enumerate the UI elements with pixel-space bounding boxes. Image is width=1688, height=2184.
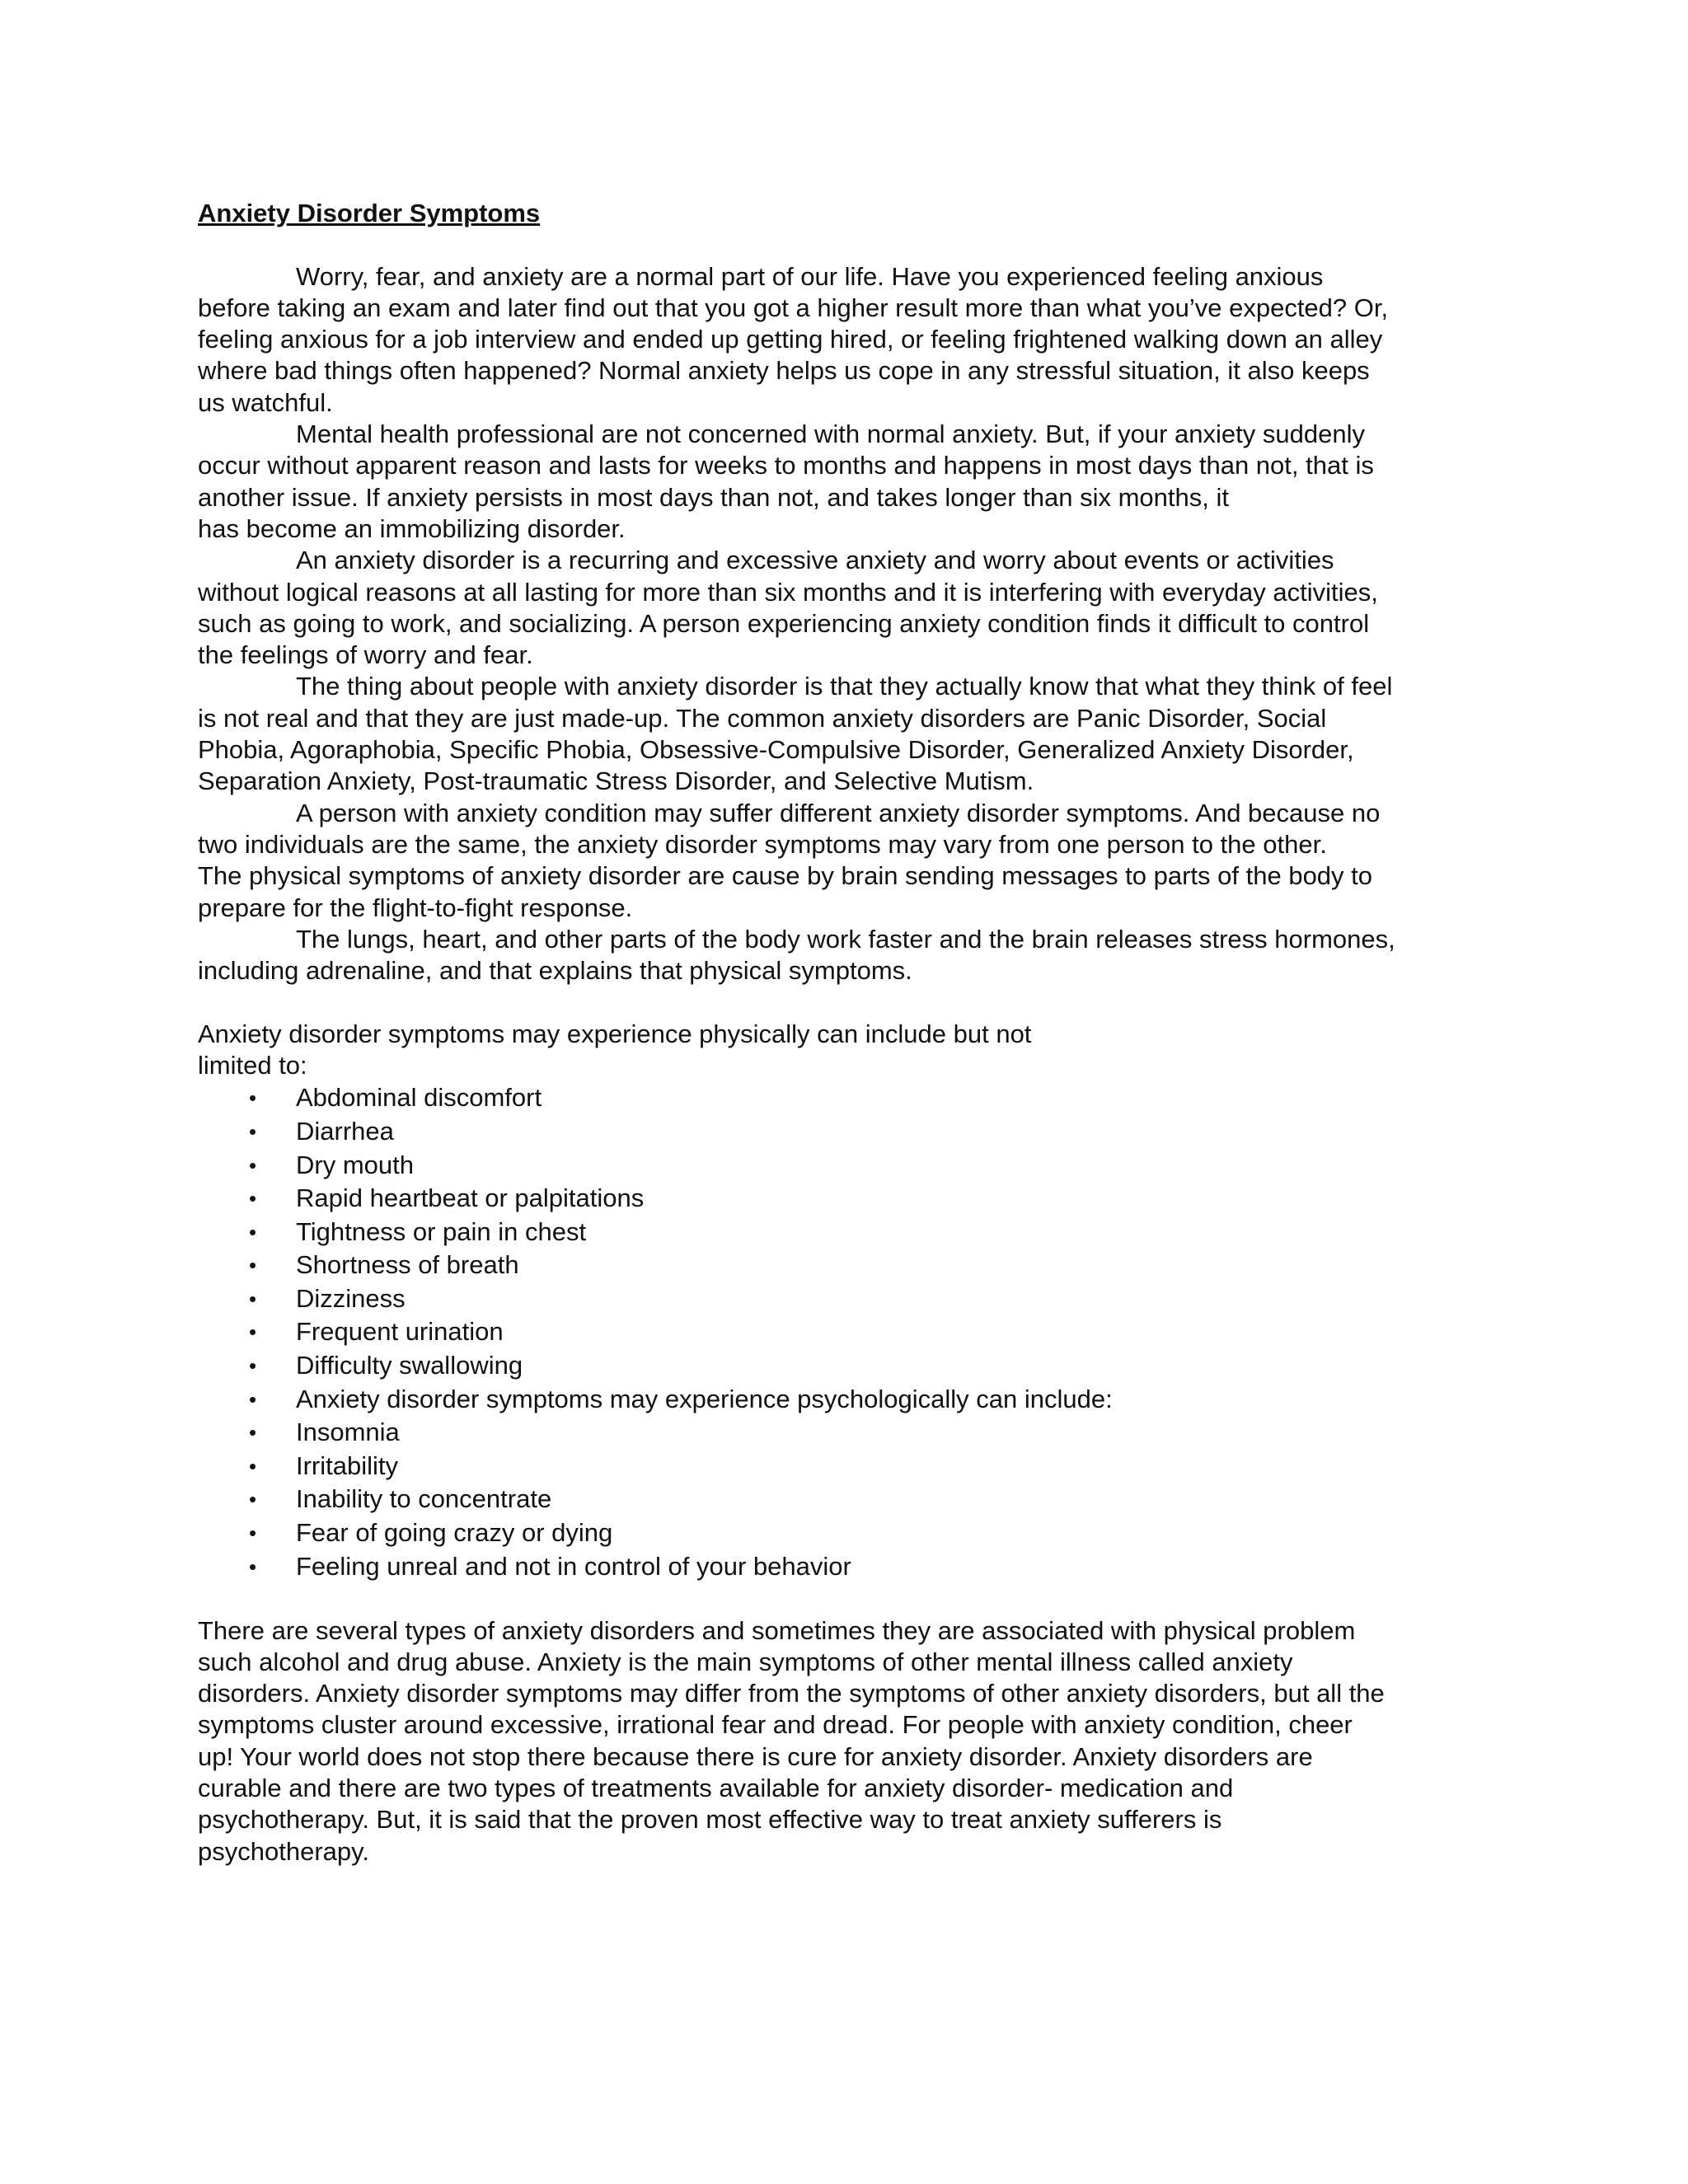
paragraph-line: two individuals are the same, the anxiety disorder symptoms may vary from one person to the other.: [198, 829, 1327, 859]
closing-line: curable and there are two types of treatments available for anxiety disorder- medication and: [198, 1774, 1234, 1802]
bullet-icon: •: [249, 1085, 257, 1111]
body-paragraphs: [198, 261, 1484, 987]
spacer: [198, 1583, 1484, 1615]
closing-line: There are several types of anxiety disorders and sometimes they are associated with physical problem: [198, 1615, 1356, 1645]
paragraph-line: including adrenaline, and that explains that physical symptoms.: [198, 956, 912, 986]
symptom-list: [198, 1081, 1484, 1583]
paragraph-text: A person with anxiety condition may suffer different anxiety disorder symptoms. And because no: [296, 798, 1381, 827]
symptom-text: Rapid heartbeat or palpitations: [296, 1183, 645, 1213]
document-title: Anxiety Disorder Symptoms: [198, 199, 541, 227]
paragraph-text: Mental health professional are not concerned with normal anxiety. But, if your anxiety suddenly: [296, 419, 1365, 449]
paragraph-first-line: [198, 545, 1484, 576]
bullet-icon: •: [249, 1453, 257, 1479]
paragraph-line: feeling anxious for a job interview and ended up getting hired, or feeling frightened walking down an alley: [198, 325, 1383, 354]
symptom-item: [198, 1115, 1484, 1149]
body-paragraph: [198, 545, 1484, 671]
symptom-item: [198, 1483, 1484, 1516]
symptom-text: Irritability: [296, 1451, 399, 1480]
closing-line: disorders. Anxiety disorder symptoms may differ from the symptoms of other anxiety disorders, but all the: [198, 1679, 1385, 1708]
paragraph-line: where bad things often happened? Normal anxiety helps us cope in any stressful situation, it also keeps: [198, 356, 1370, 386]
symptom-item: [198, 1149, 1484, 1183]
closing-paragraph: [198, 1615, 1484, 1868]
symptom-text: Diarrhea: [296, 1116, 394, 1146]
body-paragraph: [198, 419, 1484, 545]
paragraph-line: us watchful.: [198, 387, 333, 417]
symptom-text: Shortness of breath: [296, 1250, 519, 1280]
symptom-text: Anxiety disorder symptoms may experience psychologically can include:: [296, 1384, 1113, 1413]
bullet-icon: •: [249, 1420, 257, 1446]
paragraph-first-line: [198, 419, 1484, 450]
paragraph-line: is not real and that they are just made-up. The common anxiety disorders are Panic Disorder, Social: [198, 703, 1327, 733]
bullet-icon: •: [249, 1521, 257, 1546]
symptom-text: Insomnia: [296, 1418, 400, 1447]
paragraph-first-line: [198, 798, 1484, 829]
symptoms-intro: [198, 1019, 1121, 1082]
symptom-item: [198, 1182, 1484, 1216]
closing-line: symptoms cluster around excessive, irrational fear and dread. For people with anxiety condition, cheer: [198, 1710, 1353, 1740]
symptom-item: [198, 1516, 1484, 1550]
symptom-text: Dizziness: [296, 1283, 406, 1313]
paragraph-line: occur without apparent reason and lasts for weeks to months and happens in most days than not, that is: [198, 451, 1374, 480]
intro-line: limited to:: [198, 1051, 307, 1080]
symptom-item: [198, 1349, 1484, 1383]
bullet-icon: •: [249, 1253, 257, 1278]
bullet-icon: •: [249, 1286, 257, 1311]
symptom-text: Feeling unreal and not in control of your behavior: [296, 1551, 851, 1581]
closing-line: up! Your world does not stop there because there is cure for anxiety disorder. Anxiety disorders are: [198, 1741, 1313, 1771]
symptom-text: Frequent urination: [296, 1317, 504, 1347]
paragraph-line: without logical reasons at all lasting for more than six months and it is interfering with everyday activities,: [198, 577, 1378, 607]
paragraph-line: another issue. If anxiety persists in most days than not, and takes longer than six months, it: [198, 482, 1229, 512]
symptom-item: [198, 1416, 1484, 1450]
closing-line: psychotherapy. But, it is said that the proven most effective way to treat anxiety sufferers is: [198, 1805, 1222, 1835]
paragraph-text: The lungs, heart, and other parts of the body work faster and the brain releases stress hormones,: [296, 924, 1395, 954]
body-paragraph: [198, 798, 1484, 924]
bullet-icon: •: [249, 1487, 257, 1512]
spacer: [198, 229, 1484, 260]
bullet-icon: •: [249, 1118, 257, 1144]
symptom-text: Inability to concentrate: [296, 1484, 552, 1514]
paragraph-first-line: [198, 924, 1484, 955]
symptom-item: [198, 1450, 1484, 1483]
bullet-icon: •: [249, 1353, 257, 1379]
symptom-text: Fear of going crazy or dying: [296, 1518, 613, 1548]
bullet-icon: •: [249, 1219, 257, 1244]
paragraph-line: Separation Anxiety, Post-traumatic Stress Disorder, and Selective Mutism.: [198, 766, 1034, 796]
paragraph-first-line: [198, 261, 1484, 293]
paragraph-text: Worry, fear, and anxiety are a normal part of our life. Have you experienced feeling anxious: [296, 261, 1324, 291]
closing-line: psychotherapy.: [198, 1836, 369, 1866]
paragraph-line: The physical symptoms of anxiety disorder are cause by brain sending messages to parts of the body to: [198, 861, 1373, 891]
symptom-text: Tightness or pain in chest: [296, 1216, 587, 1246]
symptom-item: [198, 1315, 1484, 1349]
bullet-icon: •: [249, 1554, 257, 1579]
paragraph-text: The thing about people with anxiety disorder is that they actually know that what they think of feel: [296, 672, 1393, 701]
symptom-text: Abdominal discomfort: [296, 1083, 542, 1113]
closing-line: such alcohol and drug abuse. Anxiety is the main symptoms of other mental illness called anxiety: [198, 1647, 1293, 1676]
bullet-icon: •: [249, 1319, 257, 1345]
symptom-item: [198, 1081, 1484, 1115]
paragraph-line: the feelings of worry and fear.: [198, 640, 533, 670]
spacer: [198, 987, 1484, 1018]
symptom-item: [198, 1550, 1484, 1584]
symptom-item: [198, 1383, 1484, 1417]
symptom-item: [198, 1216, 1484, 1249]
paragraph-line: prepare for the flight-to-fight response.: [198, 893, 633, 922]
bullet-icon: •: [249, 1152, 257, 1178]
paragraph-line: has become an immobilizing disorder.: [198, 513, 626, 543]
intro-line: Anxiety disorder symptoms may experience physically can include but not: [198, 1019, 1032, 1048]
symptom-item: [198, 1282, 1484, 1316]
symptom-text: Dry mouth: [296, 1150, 414, 1179]
symptom-item: [198, 1249, 1484, 1282]
symptom-text: Difficulty swallowing: [296, 1351, 523, 1380]
bullet-icon: •: [249, 1186, 257, 1212]
paragraph-line: before taking an exam and later find out that you got a higher result more than what you’ve expected? Or,: [198, 293, 1389, 322]
body-paragraph: [198, 261, 1484, 419]
paragraph-line: such as going to work, and socializing. A person experiencing anxiety condition finds it difficult to control: [198, 608, 1370, 638]
paragraph-first-line: [198, 671, 1484, 702]
paragraph-line: Phobia, Agoraphobia, Specific Phobia, Obsessive-Compulsive Disorder, Generalized Anxiety Disorder,: [198, 735, 1354, 765]
body-paragraph: [198, 924, 1484, 987]
body-paragraph: [198, 671, 1484, 797]
bullet-icon: •: [249, 1386, 257, 1412]
paragraph-text: An anxiety disorder is a recurring and excessive anxiety and worry about events or activities: [296, 546, 1334, 575]
document-body: [198, 198, 1484, 1868]
